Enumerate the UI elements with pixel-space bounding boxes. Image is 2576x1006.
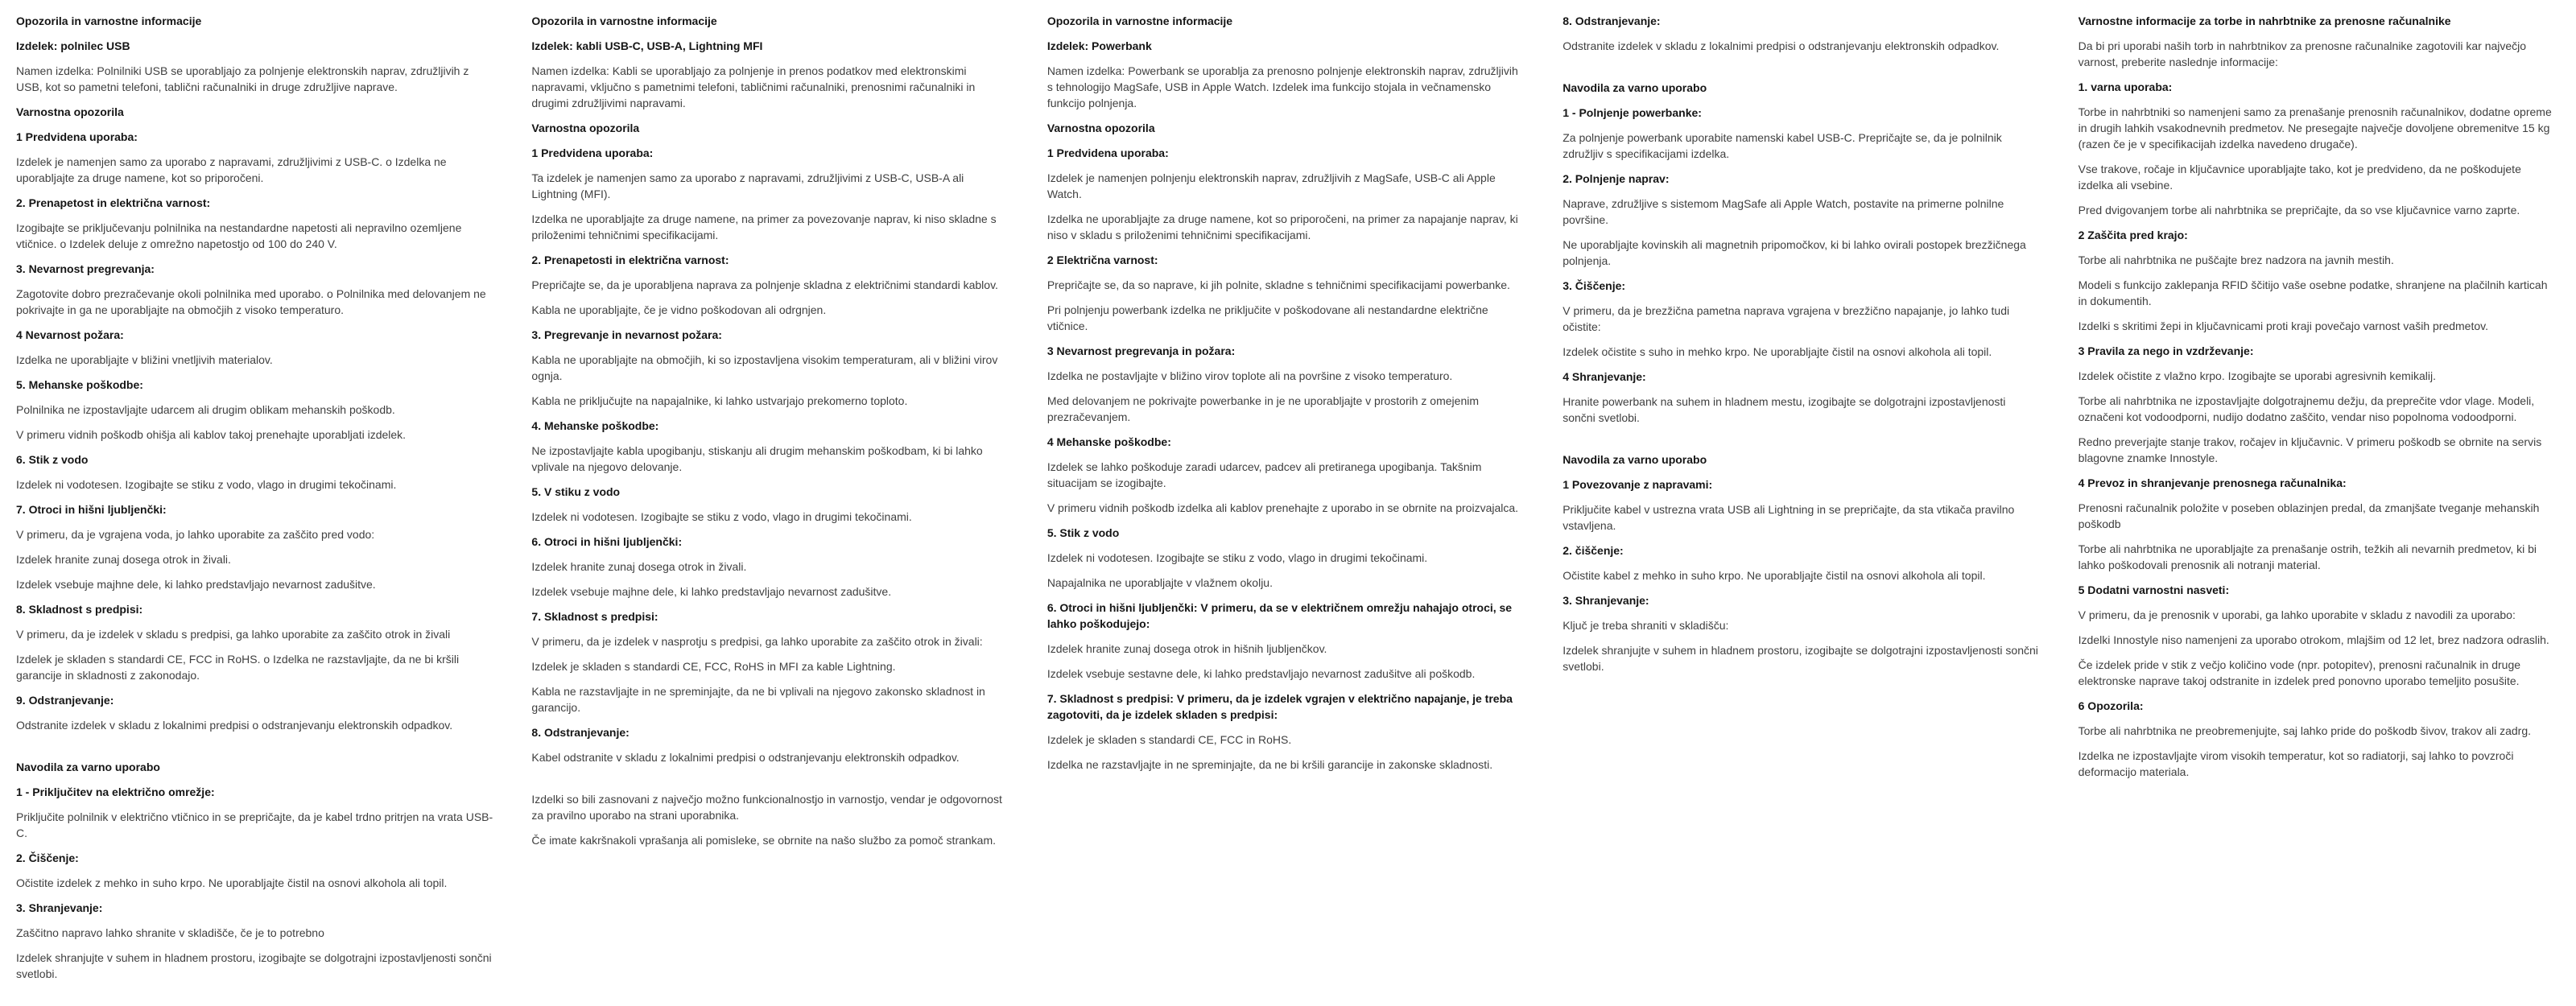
section-heading: 3 Pravila za nego in vzdrževanje: xyxy=(2078,344,2254,357)
section-heading: 2. čiščenje: xyxy=(1563,544,1624,557)
section-heading: 5. Mehanske poškodbe: xyxy=(16,378,143,391)
paragraph: Izdelek hranite zunaj dosega otrok in živali. xyxy=(531,560,747,573)
paragraph: Pri polnjenju powerbank izdelka ne priključite v poškodovane ali nestandardne električne vtičnice. xyxy=(1046,303,1488,332)
paragraph: Torbe ali nahrbtnika ne uporabljajte za prenašanje ostrih, težkih ali nevarnih predmetov, ki bi lahko poškodovali prenosnik ali notranji material. xyxy=(2078,542,2537,571)
paragraph: Kabel odstranite v skladu z lokalnimi predpisi o odstranjevanju elektronskih odpadkov. xyxy=(531,751,960,764)
paragraph: V primeru vidnih poškodb izdelka ali kablov prenehajte z uporabo in se obrnite na proizvajalca. xyxy=(1046,501,1519,514)
paragraph: Kabla ne uporabljajte na območjih, ki so izpostavljena visokim temperaturam, ali v bližini virov ognja. xyxy=(531,353,998,382)
paragraph: V primeru, da je vgrajena voda, jo lahko uporabite za zaščito pred vodo: xyxy=(16,528,375,541)
paragraph: Izdelka ne uporabljajte v bližini vnetljivih materialov. xyxy=(16,353,273,366)
paragraph: Izdelek vsebuje majhne dele, ki lahko predstavljajo nevarnost zadušitve. xyxy=(531,585,892,598)
paragraph: Izdelka ne izpostavljajte virom visokih temperatur, kot so radiatorji, saj lahko to povzroči deformacijo materiala. xyxy=(2078,749,2514,778)
section-heading: 7. Skladnost s predpisi: V primeru, da je izdelek vgrajen v električno napajanje, je treba zagotoviti, da je izdelek skladen s predpisi: xyxy=(1046,692,1513,721)
paragraph: Polnilnika ne izpostavljajte udarcem ali drugim oblikam mehanskih poškodb. xyxy=(16,403,395,416)
paragraph: Izdelek shranjujte v suhem in hladnem prostoru, izogibajte se dolgotrajni izpostavljenosti sončni svetlobi. xyxy=(1563,644,2038,673)
paragraph: Ne izpostavljajte kabla upogibanju, stiskanju ali drugim mehanskim poškodbam, ki bi lahko vplivale na njegovo delovanje. xyxy=(531,444,983,473)
paragraph: Ne uporabljajte kovinskih ali magnetnih pripomočkov, ki bi lahko ovirali postopek brezžičnega polnjenja. xyxy=(1563,238,2026,267)
section-heading: 2. Prenapetosti in električna varnost: xyxy=(531,254,729,266)
section-heading: 8. Odstranjevanje: xyxy=(1563,14,1661,27)
section-subtitle: Varnostna opozorila xyxy=(16,105,124,118)
section-heading: 3 Nevarnost pregrevanja in požara: xyxy=(1046,344,1236,357)
paragraph: Odstranite izdelek v skladu z lokalnimi predpisi o odstranjevanju elektronskih odpadkov. xyxy=(16,719,453,732)
paragraph: Torbe in nahrbtniki so namenjeni samo za prenašanje prenosnih računalnikov, dodatne opreme in drugih lahkih vsakodnevnih predmetov. Ne presegajte največje dovoljene obremenitve 15 kg (razen če je v specifikacijah izdelka navedeno drugače). xyxy=(2078,105,2552,150)
paragraph: Izdelek je skladen s standardi CE, FCC, RoHS in MFI za kable Lightning. xyxy=(531,660,896,673)
paragraph: Torbe ali nahrbtnika ne izpostavljajte dolgotrajnemu dežju, da preprečite vdor vlage. Modeli, označeni kot vodoodporni, nudijo dodatno zaščito, vendar niso popolnoma vodoodporni. xyxy=(2078,394,2535,423)
section-heading: 3. Nevarnost pregrevanja: xyxy=(16,262,155,275)
paragraph: Če imate kakršnakoli vprašanja ali pomisleke, se obrnite na našo službo za pomoč strankam. xyxy=(531,834,997,847)
paragraph: Izdelek hranite zunaj dosega otrok in živali. xyxy=(16,553,231,566)
spacer xyxy=(1563,63,2041,80)
paragraph: Če izdelek pride v stik z večjo količino vode (npr. potopitev), prenosni računalnik in druge elektronske naprave takoj odstranite in izdelek pred ponovno uporabo temeljito posušite. xyxy=(2078,658,2521,687)
paragraph: Izdelek je namenjen polnjenju elektronskih naprav, združljivih z MagSafe, USB-C ali Apple Watch. xyxy=(1046,171,1496,200)
paragraph: Izdelek ni vodotesen. Izogibajte se stiku z vodo, vlago in drugimi tekočinami. xyxy=(1046,551,1428,564)
section-heading: 4 Mehanske poškodbe: xyxy=(1046,435,1171,448)
paragraph: Zagotovite dobro prezračevanje okoli polnilnika med uporabo. o Polnilnika med delovanjem ne pokrivajte in ga ne uporabljajte na območjih z visoko temperaturo. xyxy=(16,287,486,316)
section-heading: 1 - Priključitev na električno omrežje: xyxy=(16,785,215,798)
paragraph: Očistite kabel z mehko in suho krpo. Ne uporabljajte čistil na osnovi alkohola ali topil. xyxy=(1563,569,1986,582)
section-subtitle: Varnostna opozorila xyxy=(531,122,640,134)
doc-title: Opozorila in varnostne informacije xyxy=(1046,14,1233,27)
section-heading: 1. varna uporaba: xyxy=(2078,80,2173,93)
spacer xyxy=(1563,435,2041,451)
paragraph: Izdelek vsebuje sestavne dele, ki lahko predstavljajo nevarnost zadušitve ali poškodb. xyxy=(1046,667,1476,680)
section-heading: 1 Predvidena uporaba: xyxy=(1046,146,1169,159)
paragraph: Naprave, združljive s sistemom MagSafe ali Apple Watch, postavite na primerne polnilne površine. xyxy=(1563,197,2004,226)
section-heading: 4. Mehanske poškodbe: xyxy=(531,419,659,432)
column-cables xyxy=(531,13,1009,1006)
paragraph: Namen izdelka: Polnilniki USB se uporabljajo za polnjenje elektronskih naprav, združljivih z USB, kot so pametni telefoni, tablični računalniki in druge združljive naprave. xyxy=(16,64,469,93)
spacer xyxy=(531,774,1009,791)
paragraph: Izdelek je skladen s standardi CE, FCC in RoHS. o Izdelka ne razstavljajte, da ne bi kršili garancije in skladnosti z zakonodajo. xyxy=(16,653,460,682)
spacer xyxy=(16,742,494,759)
paragraph: Kabla ne uporabljajte, če je vidno poškodovan ali odrgnjen. xyxy=(531,303,827,316)
column-laptop-bags xyxy=(2079,13,2557,1006)
paragraph: Napajalnika ne uporabljajte v vlažnem okolju. xyxy=(1046,576,1273,589)
paragraph: Namen izdelka: Kabli se uporabljajo za polnjenje in prenos podatkov med elektronskimi napravami, vključno s pametnimi telefoni, tabličnimi računalniki, prenosnimi računalniki in drugimi združljivimi napravami. xyxy=(531,64,976,109)
paragraph: V primeru, da je izdelek v skladu s predpisi, ga lahko uporabite za zaščito otrok in živali xyxy=(16,628,451,641)
paragraph: Torbe ali nahrbtnika ne preobremenjujte, saj lahko pride do poškodb šivov, trakov ali zadrg. xyxy=(2078,724,2532,737)
column-usb-charger xyxy=(16,13,494,1006)
section-heading: 8. Skladnost s predpisi: xyxy=(16,603,143,616)
section-heading: 1 - Polnjenje powerbanke: xyxy=(1563,106,1702,119)
paragraph: V primeru, da je prenosnik v uporabi, ga lahko uporabite v skladu z navodili za uporabo: xyxy=(2078,608,2516,621)
section-heading: 2 Zaščita pred krajo: xyxy=(2078,229,2188,241)
paragraph: Ključ je treba shraniti v skladišču: xyxy=(1563,619,1729,632)
paragraph: Izdelek ni vodotesen. Izogibajte se stiku z vodo, vlago in drugimi tekočinami. xyxy=(531,510,912,523)
paragraph: Med delovanjem ne pokrivajte powerbanke in je ne uporabljajte v prostorih z omejenim prezračevanjem. xyxy=(1046,394,1479,423)
section-heading: 3. Shranjevanje: xyxy=(1563,594,1649,607)
section-heading: 9. Odstranjevanje: xyxy=(16,694,114,707)
section-heading: 3. Pregrevanje in nevarnost požara: xyxy=(531,328,722,341)
paragraph: Izdelki so bili zasnovani z največjo možno funkcionalnostjo in varnostjo, vendar je odgovornost za pravilno uporabo na strani uporabnika. xyxy=(531,793,1002,822)
paragraph: Kabla ne razstavljajte in ne spreminjajte, da ne bi vplivali na njegovo zakonsko skladnost in garancijo. xyxy=(531,685,985,714)
section-heading: 5 Dodatni varnostni nasveti: xyxy=(2078,583,2230,596)
paragraph: Izdelek vsebuje majhne dele, ki lahko predstavljajo nevarnost zadušitve. xyxy=(16,578,376,591)
paragraph: Da bi pri uporabi naših torb in nahrbtnikov za prenosne računalnike zagotovili kar največjo varnost, preberite naslednje informacije: xyxy=(2078,39,2527,68)
paragraph: Ta izdelek je namenjen samo za uporabo z napravami, združljivimi z USB-C, USB-A ali Lightning (MFI). xyxy=(531,171,964,200)
paragraph: Zaščitno napravo lahko shranite v skladišče, če je to potrebno xyxy=(16,926,324,939)
paragraph: Izdelki s skritimi žepi in ključavnicami proti kraji povečajo varnost vaših predmetov. xyxy=(2078,320,2488,332)
paragraph: Izdelka ne postavljajte v bližino virov toplote ali na površine z visoko temperaturo. xyxy=(1046,369,1453,382)
paragraph: Izdelek očistite s suho in mehko krpo. Ne uporabljajte čistil na osnovi alkohola ali topil. xyxy=(1563,345,1992,358)
paragraph: Za polnjenje powerbank uporabite namenski kabel USB-C. Prepričajte se, da je polnilnik združljiv s specifikacijami izdelka. xyxy=(1563,131,2002,160)
section-heading: 6. Otroci in hišni ljubljenčki: V primeru, da se v električnem omrežju nahajajo otroci, se lahko poškodujejo: xyxy=(1046,601,1513,630)
paragraph: V primeru vidnih poškodb ohišja ali kablov takoj prenehajte uporabljati izdelek. xyxy=(16,428,407,441)
section-heading: 3. Shranjevanje: xyxy=(16,901,103,914)
paragraph: Izdelek je skladen s standardi CE, FCC in RoHS. xyxy=(1046,733,1292,746)
column-powerbank-usage xyxy=(1563,13,2041,1006)
paragraph: Odstranite izdelek v skladu z lokalnimi predpisi o odstranjevanju elektronskih odpadkov. xyxy=(1563,39,2000,52)
paragraph: Torbe ali nahrbtnika ne puščajte brez nadzora na javnih mestih. xyxy=(2078,254,2394,266)
section-heading: 5. Stik z vodo xyxy=(1046,526,1120,539)
paragraph: Izdelka ne uporabljajte za druge namene, na primer za povezovanje naprav, ki niso skladne s priloženimi tehničnimi specifikacijami. xyxy=(531,212,997,241)
section-heading: 1 Predvidena uporaba: xyxy=(16,130,138,143)
paragraph: V primeru, da je brezžična pametna naprava vgrajena v brezžično napajanje, jo lahko tudi očistite: xyxy=(1563,304,2010,333)
doc-title: Varnostne informacije za torbe in nahrbtnike za prenosne računalnike xyxy=(2078,14,2451,27)
paragraph: Prenosni računalnik položite v poseben oblazinjen predal, da zmanjšate tveganje mehanskih poškodb xyxy=(2078,501,2540,530)
paragraph: Vse trakove, ročaje in ključavnice uporabljajte tako, kot je predvideno, da ne poškodujete izdelka ali vsebine. xyxy=(2078,163,2521,192)
paragraph: Izdelek hranite zunaj dosega otrok in hišnih ljubljenčkov. xyxy=(1046,642,1327,655)
paragraph: Priključite polnilnik v električno vtičnico in se prepričajte, da je kabel trdno pritrjen na vrata USB-C. xyxy=(16,810,493,839)
section-heading: 7. Skladnost s predpisi: xyxy=(531,610,658,623)
section-heading: 8. Odstranjevanje: xyxy=(531,726,630,739)
paragraph: Izdelka ne razstavljajte in ne spreminjajte, da ne bi kršili garancije in zakonske skladnosti. xyxy=(1046,758,1493,771)
paragraph: Namen izdelka: Powerbank se uporablja za prenosno polnjenje elektronskih naprav, združljivih s tehnologijo MagSafe, USB in Apple Watch. Izdelek ima funkcijo stojala in večnamensko funkcijo polnjenja. xyxy=(1046,64,1518,109)
section-heading: 1 Predvidena uporaba: xyxy=(531,146,654,159)
section-heading: 7. Otroci in hišni ljubljenčki: xyxy=(16,503,167,516)
section-subtitle: Navodila za varno uporabo xyxy=(1563,453,1707,466)
section-heading: 4 Nevarnost požara: xyxy=(16,328,124,341)
paragraph: Kabla ne priključujte na napajalnike, ki lahko ustvarjajo prekomerno toploto. xyxy=(531,394,908,407)
column-powerbank xyxy=(1047,13,1525,1006)
section-heading: 1 Povezovanje z napravami: xyxy=(1563,478,1713,491)
doc-title: Opozorila in varnostne informacije xyxy=(531,14,717,27)
section-heading: 6. Otroci in hišni ljubljenčki: xyxy=(531,535,683,548)
paragraph: Prepričajte se, da je uporabljena naprava za polnjenje skladna z električnimi standardi kablov. xyxy=(531,278,998,291)
section-heading: 6. Stik z vodo xyxy=(16,453,89,466)
paragraph: Priključite kabel v ustrezna vrata USB ali Lightning in se prepričajte, da sta vtikača pravilno vstavljena. xyxy=(1563,503,2015,532)
product-name: Izdelek: Powerbank xyxy=(1046,39,1152,52)
product-name: Izdelek: kabli USB-C, USB-A, Lightning MFI xyxy=(531,39,763,52)
paragraph: Izdelek ni vodotesen. Izogibajte se stiku z vodo, vlago in drugimi tekočinami. xyxy=(16,478,397,491)
section-heading: 6 Opozorila: xyxy=(2078,699,2144,712)
paragraph: Izdelek se lahko poškoduje zaradi udarcev, padcev ali pretiranega upogibanja. Takšnim situacijam se izogibajte. xyxy=(1046,460,1482,489)
paragraph: Prepričajte se, da so naprave, ki jih polnite, skladne s tehničnimi specifikacijami powerbanke. xyxy=(1046,278,1510,291)
section-subtitle: Navodila za varno uporabo xyxy=(16,761,160,773)
paragraph: Izdelek shranjujte v suhem in hladnem prostoru, izogibajte se dolgotrajni izpostavljenosti sončni svetlobi. xyxy=(16,951,492,980)
section-heading: 2. Prenapetost in električna varnost: xyxy=(16,196,211,209)
paragraph: Izdelek očistite z vlažno krpo. Izogibajte se uporabi agresivnih kemikalij. xyxy=(2078,369,2436,382)
section-subtitle: Navodila za varno uporabo xyxy=(1563,81,1707,94)
section-subtitle: Varnostna opozorila xyxy=(1046,122,1155,134)
paragraph: Hranite powerbank na suhem in hladnem mestu, izogibajte se dolgotrajni izpostavljenosti sončni svetlobi. xyxy=(1563,395,2006,424)
paragraph: Izdelki Innostyle niso namenjeni za uporabo otrokom, mlajšim od 12 let, brez nadzora odraslih. xyxy=(2078,633,2549,646)
paragraph: V primeru, da je izdelek v nasprotju s predpisi, ga lahko uporabite za zaščito otrok in živali: xyxy=(531,635,983,648)
section-heading: 2. Čiščenje: xyxy=(16,851,79,864)
section-heading: 4 Shranjevanje: xyxy=(1563,370,1646,383)
paragraph: Modeli s funkcijo zaklepanja RFID ščitijo vaše osebne podatke, shranjene na plačilnih karticah in dokumentih. xyxy=(2078,278,2548,307)
paragraph: Izogibajte se priključevanju polnilnika na nestandardne napetosti ali nepravilno ozemljene vtičnice. o Izdelek deluje z omrežno napetostjo od 100 do 240 V. xyxy=(16,221,462,250)
paragraph: Redno preverjajte stanje trakov, ročajev in ključavnic. V primeru poškodb se obrnite na servis blagovne znamke Innostyle. xyxy=(2078,435,2542,464)
section-heading: 4 Prevoz in shranjevanje prenosnega računalnika: xyxy=(2078,476,2347,489)
section-heading: 2. Polnjenje naprav: xyxy=(1563,172,1670,185)
doc-title: Opozorila in varnostne informacije xyxy=(16,14,202,27)
paragraph: Očistite izdelek z mehko in suho krpo. Ne uporabljajte čistil na osnovi alkohola ali topil. xyxy=(16,876,448,889)
section-heading: 3. Čiščenje: xyxy=(1563,279,1626,292)
section-heading: 2 Električna varnost: xyxy=(1046,254,1158,266)
paragraph: Pred dvigovanjem torbe ali nahrbtnika se prepričajte, da so vse ključavnice varno zaprte. xyxy=(2078,204,2520,216)
section-heading: 5. V stiku z vodo xyxy=(531,485,621,498)
paragraph: Izdelek je namenjen samo za uporabo z napravami, združljivimi z USB-C. o Izdelka ne uporabljajte za druge namene, kot so priporočeni. xyxy=(16,155,447,184)
paragraph: Izdelka ne uporabljajte za druge namene, kot so priporočeni, na primer za napajanje naprav, ki niso v skladu s priloženimi tehničnimi specifikacijami. xyxy=(1046,212,1518,241)
product-name: Izdelek: polnilec USB xyxy=(16,39,130,52)
